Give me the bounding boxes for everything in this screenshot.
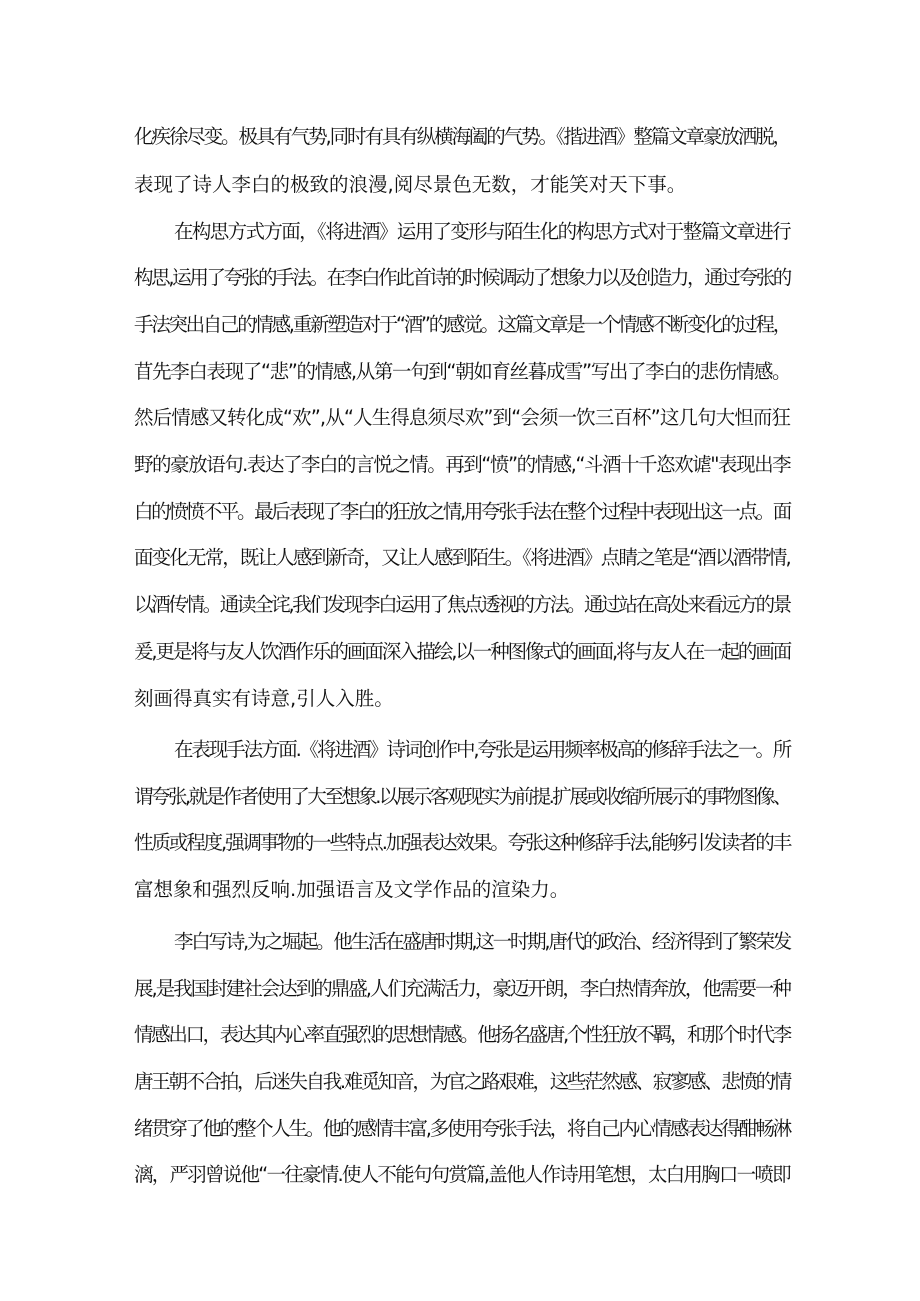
text-line: 表现了诗人李白的极致的浪漫,阅尽景色无数，才能笑对天下事。 [134,173,687,196]
text-line: 化疾徐尽变。极具有气势,同时有具有纵横海阖的气势。《揩进酒》整篇文章豪放洒脱， [134,125,790,148]
text-line: 性质或程度,强调事物的一些特点.加强表达效果。夸张这种修辞手法,能够引发读者的丰 [134,831,791,854]
text-line: 手法突出自己的情感,重新塑造对于“酒”的感觉。这篇文章是一个情感不断变化的过程， [134,313,790,336]
text-line: 李白写诗,为之堀起。他生活在盛唐时期,这一时期,唐代的政治、经济得到了繁荣发 [174,930,790,953]
text-line: 在构思方式方面，《将进酒》运用了变形与陌生化的构思方式对于整篇文章进行 [174,220,791,243]
text-line: 野的豪放语句.表达了李白的言悦之情。再到“愤”的情感,“斗酒十千恣欢谑''表现出李 [134,453,791,476]
text-line: 白的愤愤不平。最后表现了李白的狂放之情,用夸张手法在整个过程中表现出这一点。面 [134,500,790,523]
text-line: 然后情感又转化成“欢”,从“人生得息须尽欢”到“会须一饮三百杯”这几句大怛而狂 [134,406,791,429]
text-line: 爰,更是将与友人饮酒作乐的画面深入描绘,以一种图像式的画面,将与友人在一起的画面 [134,640,791,663]
text-line: 谓夸张,就是作者使用了大至想象.以展示客观现实为前提.扩展或收缩所展示的事物图像、 [134,785,790,808]
text-line: 漓，严羽曾说他“一往豪情.使人不能句句赏篇,盖他人作诗用笔想，太白用胸口一喷即 [134,1163,790,1186]
text-line: 以酒传情。通读全诧,我们发现李白运用了焦点透视的方法。通过站在高处来看远方的景 [134,593,790,616]
text-line: 富想象和强烈反响.加强语言及文学作品的渲染力。 [134,878,570,901]
text-line: 唐王朝不合拍，后迷失自我.难觅知音，为官之路艰难，这些茫然感、寂寥感、悲愤的情 [134,1070,790,1093]
text-line: 展,是我国封建社会达到的鼎盛,人们充满活力，豪迈开朗，李白热情奔放，他需要一种 [134,977,790,1000]
text-line: 绪贯穿了他的整个人生。他的感情丰富,多使用夸张手法，将自己内心情感表达得酣畅淋 [134,1117,790,1140]
text-line: 构思,运用了夸张的手法。在李白作此首诗的时候调动了想象力以及创造力，通过夸张的 [134,266,790,289]
text-line: 刻画得真实有诗意,引人入胜。 [134,687,394,710]
text-line: 情感出口，表达其内心率直强烈的思想情感。他扬名盛唐,个性狂放不羁，和那个时代李 [134,1023,790,1046]
text-line: 面变化无常，既让人感到新奇，又让人感到陌生。《将进酒》点睛之笔是“酒以酒带情, [134,546,790,569]
text-line: 苜先李白表现了“悲”的情感,从第一句到“朝如育丝暮成雪”写出了李白的悲伤情感。 [134,360,791,383]
text-line: 在表现手法方面.《将进酒》诗词创作中,夸张是运用频率极高的修辞手法之一。所 [174,738,791,761]
